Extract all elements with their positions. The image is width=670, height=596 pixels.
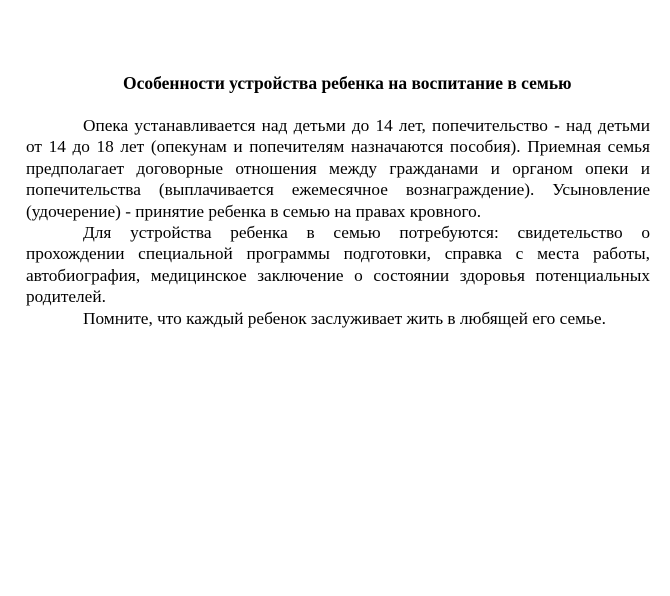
- document-page: [26, 72, 650, 329]
- paragraph-guardianship: Опека устанавливается над детьми до 14 лет, попечительство - над детьми от 14 до 18 лет (опекунам и попечителям назначаются пособия). Приемная семья предполагает договорные отношения между гражданами и органом опеки и попечительства (выплачивается ежемесячное вознаграждение). Усыновление (удочерение) - принятие ребенка в семью на правах кровного.: [26, 116, 650, 221]
- document-body: [26, 115, 650, 329]
- paragraph-closing: Помните, что каждый ребенок заслуживает жить в любящей его семье.: [83, 308, 606, 328]
- paragraph-required-documents: Для устройства ребенка в семью потребуются: свидетельство о прохождении специальной программы подготовки, справка с места работы, автобиография, медицинское заключение о состоянии здоровья потенциальных родителей.: [26, 223, 650, 307]
- document-title: Особенности устройства ребенка на воспитание в семью: [123, 73, 572, 93]
